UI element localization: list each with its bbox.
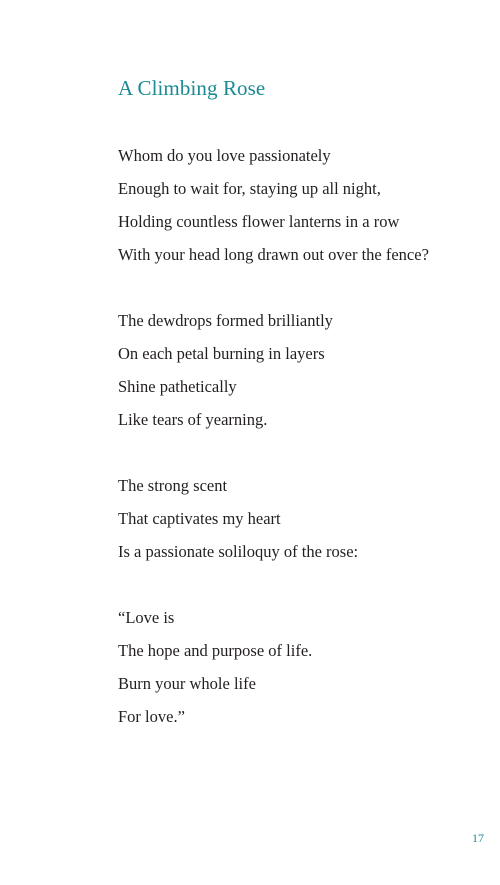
poem-line: Is a passionate soliloquy of the rose: <box>118 542 359 561</box>
stanza-3 <box>118 473 478 572</box>
poem-line: That captivates my heart <box>118 509 281 528</box>
poem-line: Enough to wait for, staying up all night, <box>118 179 381 198</box>
poem-line: Holding countless flower lanterns in a row <box>118 212 400 231</box>
poem-line: On each petal burning in layers <box>118 344 325 363</box>
stanza-4 <box>118 605 478 737</box>
poem-line: Like tears of yearning. <box>118 410 268 429</box>
poem-line: The hope and purpose of life. <box>118 641 313 660</box>
poem-line: Burn your whole life <box>118 674 256 693</box>
poem-line: The strong scent <box>118 476 228 495</box>
poem-title: A Climbing Rose <box>118 76 266 100</box>
page-number: 17 <box>472 831 484 845</box>
poem-line: Whom do you love passionately <box>118 146 331 165</box>
poem-line: Shine pathetically <box>118 377 237 396</box>
poem-line: “Love is <box>118 608 175 627</box>
poem-line: With your head long drawn out over the fence? <box>118 245 429 264</box>
poem-body <box>118 143 478 770</box>
poem-line: For love.” <box>118 707 185 726</box>
stanza-1 <box>118 143 478 275</box>
poem-line: The dewdrops formed brilliantly <box>118 311 333 330</box>
stanza-2 <box>118 308 478 440</box>
